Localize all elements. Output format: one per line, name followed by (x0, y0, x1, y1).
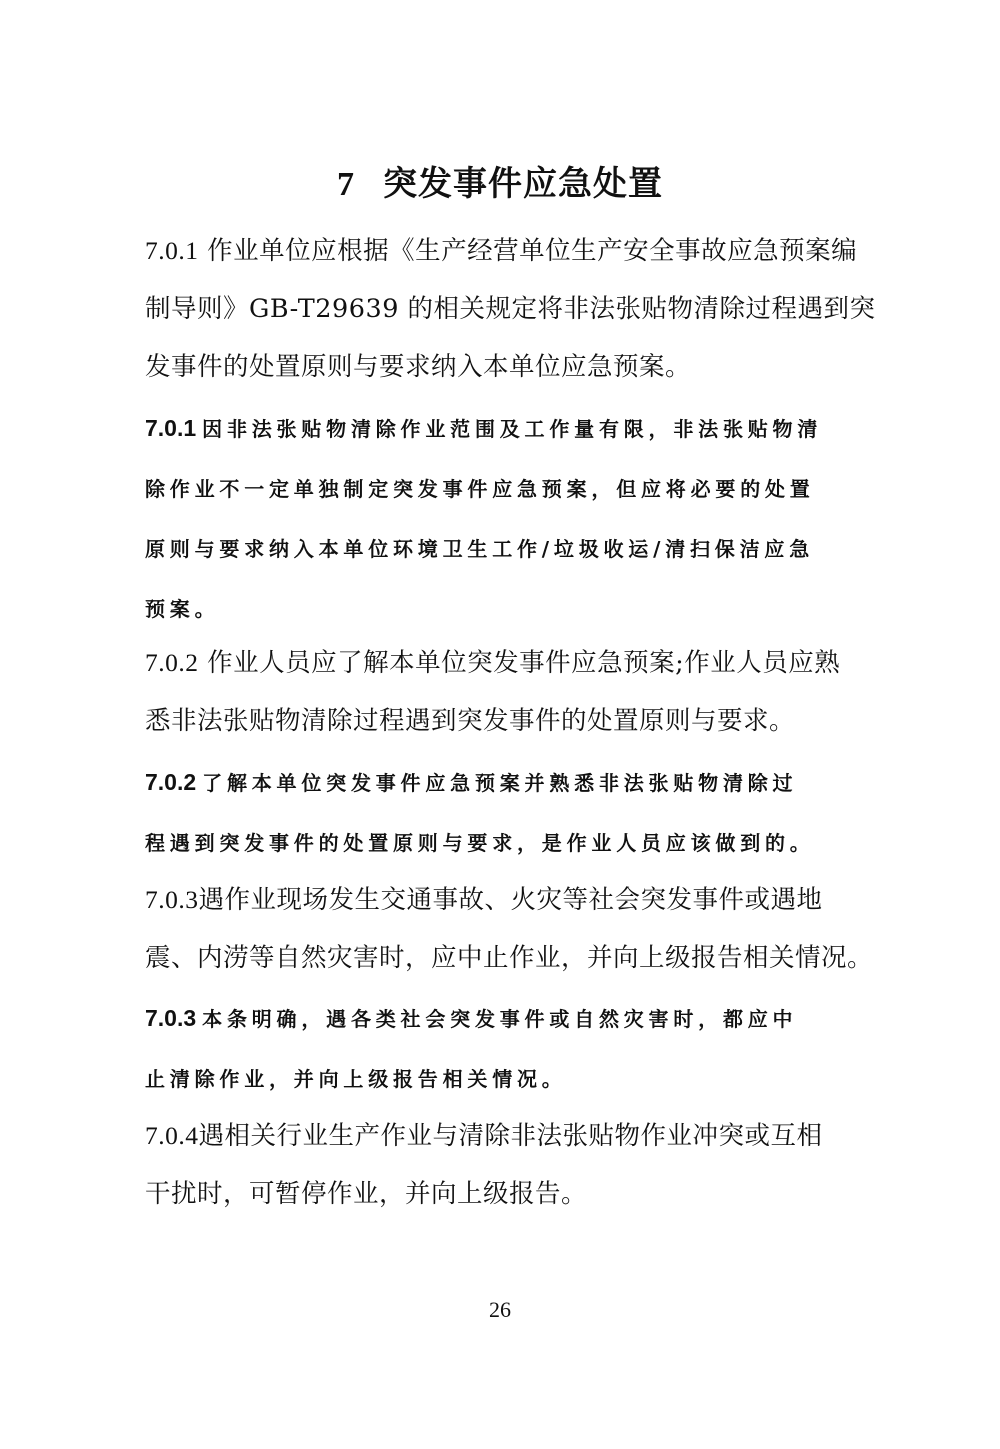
clause-line: 干扰时，可暂停作业，并向上级报告。 (145, 1179, 588, 1209)
clause-7-0-2 (145, 634, 865, 750)
clause-7-0-4 (145, 1107, 865, 1223)
commentary-id: 7.0.3 (145, 1005, 197, 1031)
page-number: 26 (489, 1297, 511, 1322)
clause-line: 发事件的处置原则与要求纳入本单位应急预案。 (145, 352, 692, 382)
commentary-line: 本条明确，遇各类社会突发事件或自然灾害时，都应中 (202, 1007, 798, 1031)
clause-id: 7.0.4 (145, 1121, 199, 1150)
clause-id: 7.0.2 (145, 648, 199, 677)
clause-line: 作业人员应了解本单位突发事件应急预案;作业人员应熟 (207, 648, 841, 678)
commentary-id: 7.0.1 (145, 415, 197, 441)
commentary-line: 因非法张贴物清除作业范围及工作量有限，非法张贴物清 (202, 417, 823, 441)
page-title (0, 160, 1000, 209)
chapter-number: 7 (337, 166, 355, 203)
commentary-id: 7.0.2 (145, 769, 197, 795)
commentary-line: 程遇到突发事件的处置原则与要求，是作业人员应该做到的。 (145, 831, 815, 855)
clause-id: 7.0.1 (145, 236, 199, 265)
commentary-line: 除作业不一定单独制定突发事件应急预案，但应将必要的处置 (145, 477, 815, 501)
clause-line: 遇作业现场发生交通事故、火灾等社会突发事件或遇地 (198, 885, 823, 915)
commentary-line: 预案。 (145, 597, 220, 621)
commentary-line: 原则与要求纳入本单位环境卫生工作/垃圾收运/清扫保洁应急 (145, 537, 815, 561)
chapter-title: 突发事件应急处置 (383, 164, 663, 204)
clause-line: 遇相关行业生产作业与清除非法张贴物作业冲突或互相 (198, 1121, 823, 1151)
clause-7-0-3 (145, 871, 874, 987)
clause-7-0-1 (145, 222, 876, 396)
commentary-7-0-2 (145, 752, 865, 873)
commentary-7-0-1 (145, 398, 865, 639)
clause-line: 作业单位应根据《生产经营单位生产安全事故应急预案编 (207, 236, 858, 266)
clause-line: 制导则》GB-T29639 的相关规定将非法张贴物清除过程遇到突 (145, 294, 876, 324)
commentary-line: 止清除作业，并向上级报告相关情况。 (145, 1067, 567, 1091)
clause-id: 7.0.3 (145, 885, 199, 914)
clause-line: 悉非法张贴物清除过程遇到突发事件的处置原则与要求。 (145, 706, 796, 736)
commentary-7-0-3 (145, 988, 865, 1109)
clause-line: 震、内涝等自然灾害时，应中止作业，并向上级报告相关情况。 (145, 943, 874, 973)
commentary-line: 了解本单位突发事件应急预案并熟悉非法张贴物清除过 (202, 771, 798, 795)
